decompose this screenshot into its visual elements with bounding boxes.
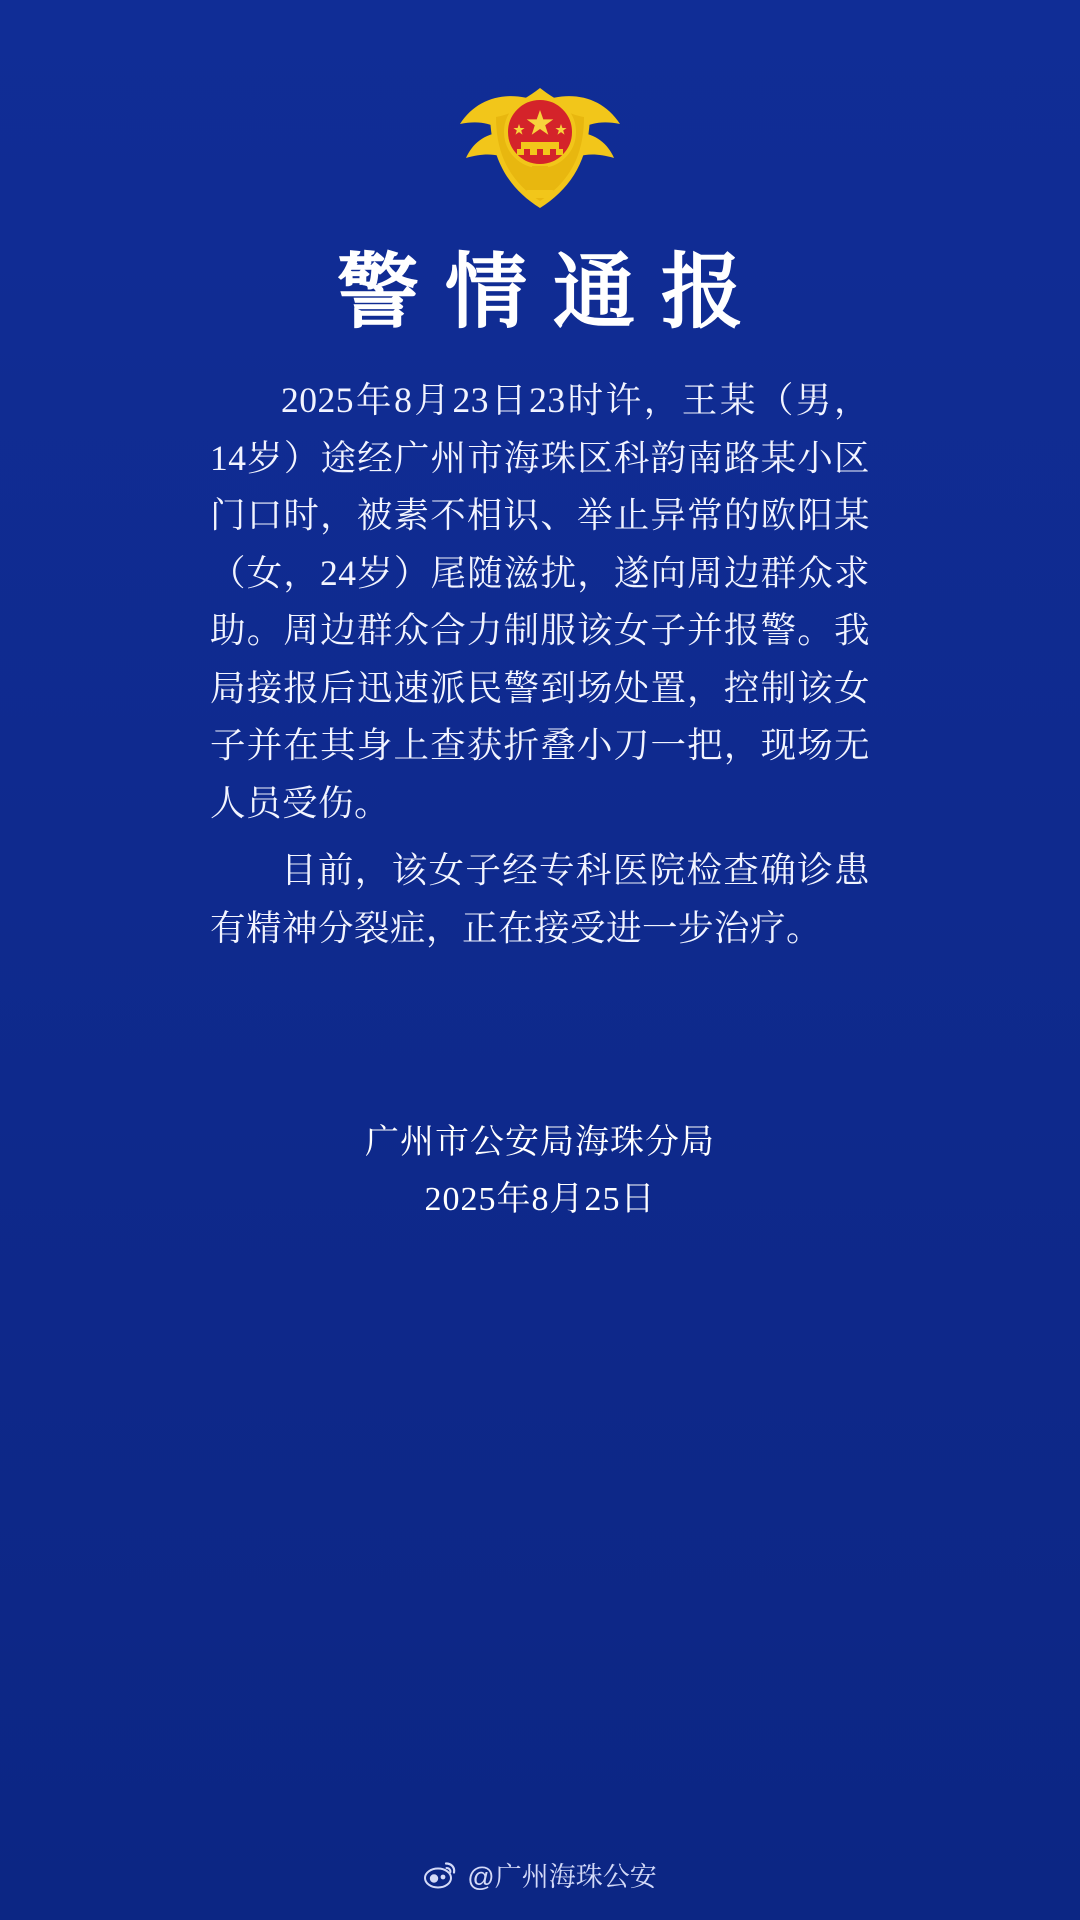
signature xyxy=(210,1117,870,1226)
footer-watermark xyxy=(0,1855,1080,1894)
signature-date: 2025年8月25日 xyxy=(424,1180,656,1218)
notice-paragraph: 目前，该女子经专科医院检查确诊患有精神分裂症，正在接受进一步治疗。 xyxy=(210,850,870,948)
weibo-handle: @广州海珠公安 xyxy=(467,1862,657,1892)
page-title: 警情通报 xyxy=(336,247,769,338)
police-emblem xyxy=(450,62,630,222)
signature-organization: 广州市公安局海珠分局 xyxy=(365,1124,715,1162)
weibo-icon xyxy=(423,1858,457,1892)
notice-body xyxy=(210,372,870,967)
notice-paragraph: 2025年8月23日23时许，王某（男，14岁）途经广州市海珠区科韵南路某小区门口时，被素不相识、举止异常的欧阳某（女，24岁）尾随滋扰，遂向周边群众求助。周边群众合力制服该女子并报警。我局接报后迅速派民警到场处置，控制该女子并在其身上查获折叠小刀一把，现场无人员受伤。 xyxy=(210,380,870,823)
